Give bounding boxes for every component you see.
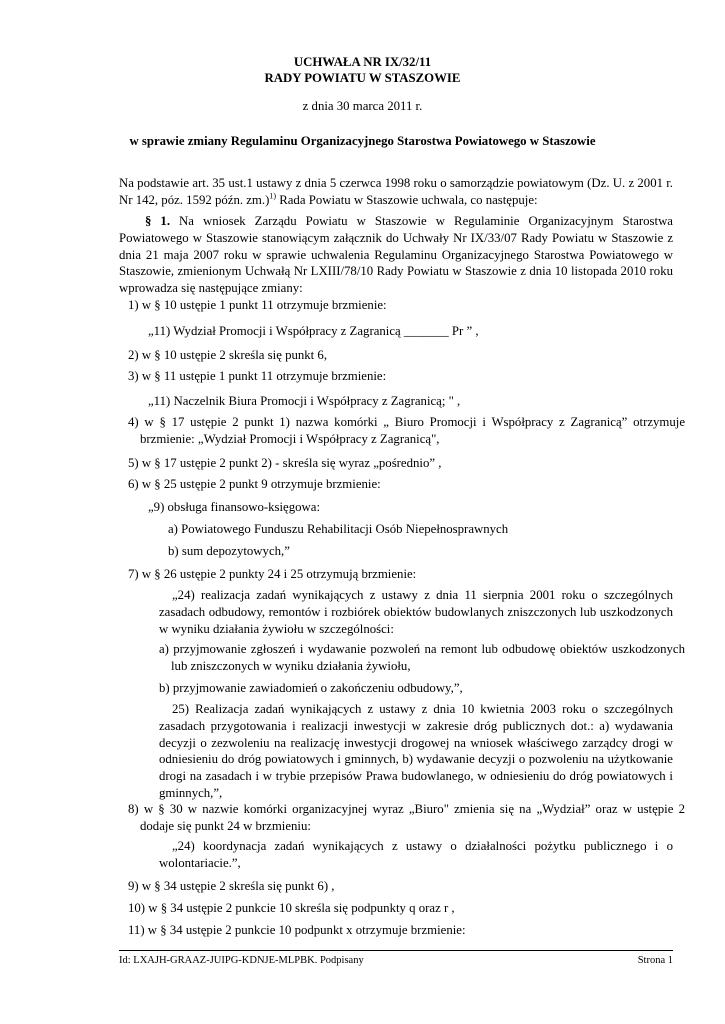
item-6-b: b) sum depozytowych,” xyxy=(168,544,290,558)
item-8-quote: „24) koordynacja zadań wynikających z ustawy o działalności pożytku publicznego i o wolontariacie.”, xyxy=(159,839,673,870)
section-1-label: § 1. xyxy=(145,214,171,228)
legal-basis-tail: Rada Powiatu w Staszowie uchwala, co następuje: xyxy=(276,192,538,207)
footer-divider xyxy=(119,950,673,951)
item-5: 5) w § 17 ustępie 2 punkt 2) - skreśla się wyraz „pośrednio” , xyxy=(128,456,442,470)
item-6: 6) w § 25 ustępie 2 punkt 9 otrzymuje brzmienie: xyxy=(128,477,381,491)
document-id: Id: LXAJH-GRAAZ-JUIPG-KDNJE-MLPBK. Podpisany xyxy=(119,955,364,966)
item-6-a: a) Powiatowego Funduszu Rehabilitacji Osób Niepełnosprawnych xyxy=(168,522,509,536)
item-7-quote-25: 25) Realizacja zadań wynikających z ustawy z dnia 10 kwietnia 2003 roku o szczególnych zasadach przygotowania i realizacji inwestycji w zakresie dróg publicznych dot.: a) wydawania decyzji o zezwoleniu na realizację inwestycji drogowej na wniosek właściwego zarządcy drogi w odniesieniu do dróg powiatowych i gminnych, b) wydawanie decyzji o pozwoleniu na użytkowanie drogi na zasadach i w trybie przepisów Prawa budowlanego, w odniesieniu do dróg powiatowych i gminnych,”, xyxy=(159,702,673,800)
item-3-quote: „11) Naczelnik Biura Promocji i Współpracy z Zagranicą; " , xyxy=(148,394,461,408)
item-7-b: b) przyjmowanie zawiadomień o zakończeniu odbudowy,”, xyxy=(159,681,463,695)
resolution-date: z dnia 30 marca 2011 r. xyxy=(302,99,423,113)
item-7: 7) w § 26 ustępie 2 punkty 24 i 25 otrzymują brzmienie: xyxy=(128,567,417,581)
resolution-subject: w sprawie zmiany Regulaminu Organizacyjnego Starostwa Powiatowego w Staszowie xyxy=(129,134,596,148)
item-11: 11) w § 34 ustępie 2 punkcie 10 podpunkt x otrzymuje brzmienie: xyxy=(128,923,466,937)
item-1-quote: „11) Wydział Promocji i Współpracy z Zagranicą _______ Pr ” , xyxy=(148,324,479,338)
legal-basis-text: Na podstawie art. 35 ust.1 ustawy z dnia 5 czerwca 1998 roku o samorządzie powiatowym (Dz. U. z 2001 r. Nr 142, póz. 1592 późn. zm.) xyxy=(119,176,673,207)
section-1-paragraph xyxy=(119,213,673,297)
item-2: 2) w § 10 ustępie 2 skreśla się punkt 6, xyxy=(128,348,328,362)
title-line-2: RADY POWIATU W STASZOWIE xyxy=(264,71,461,85)
resolution-title xyxy=(0,54,725,86)
item-6-quote: „9) obsługa finansowo-księgowa: xyxy=(148,500,321,514)
item-7-quote-24: „24) realizacja zadań wynikających z ustawy z dnia 11 sierpnia 2001 roku o szczególnych zasadach odbudowy, remontów i rozbiórek obiektów budowlanych zniszczonych lub uszkodzonych w wyniku działania żywiołu w szczególności: xyxy=(159,588,673,636)
legal-basis-paragraph xyxy=(119,175,673,209)
item-7-a: a) przyjmowanie zgłoszeń i wydawanie pozwoleń na remont lub odbudowę obiektów uszkodzonych lub zniszczonych w wyniku działania żywiołu, xyxy=(159,642,685,673)
item-3: 3) w § 11 ustępie 1 punkt 11 otrzymuje brzmienie: xyxy=(128,369,387,383)
item-10: 10) w § 34 ustępie 2 punkcie 10 skreśla się podpunkty q oraz r , xyxy=(128,901,455,915)
item-4: 4) w § 17 ustępie 2 punkt 1) nazwa komórki „ Biuro Promocji i Współpracy z Zagranicą” otrzymuje brzmienie: „Wydział Promocji i Współpracy z Zagranicą", xyxy=(128,415,685,446)
section-1-text: Na wniosek Zarządu Powiatu w Staszowie w Regulaminie Organizacyjnym Starostwa Powiatowego w Staszowie stanowiącym załącznik do Uchwały Nr IX/33/07 Rady Powiatu w Staszowie z dnia 21 maja 2007 roku w sprawie uchwalenia Regulaminu Organizacyjnego Starostwa Powiatowego w Staszowie, zmienionym Uchwałą Nr LXIII/78/10 Rady Powiatu w Staszowie z dnia 10 listopada 2010 roku wprowadza się następujące zmiany: xyxy=(119,214,673,296)
title-line-1: UCHWAŁA NR IX/32/11 xyxy=(293,55,432,69)
footnote-marker: 1) xyxy=(269,191,277,201)
page-number: Strona 1 xyxy=(637,955,673,966)
item-1: 1) w § 10 ustępie 1 punkt 11 otrzymuje brzmienie: xyxy=(128,298,387,312)
item-9: 9) w § 34 ustępie 2 skreśla się punkt 6) , xyxy=(128,879,335,893)
item-8: 8) w § 30 w nazwie komórki organizacyjnej wyraz „Biuro" zmienia się na „Wydział” oraz w ustępie 2 dodaje się punkt 24 w brzmieniu: xyxy=(128,802,685,833)
